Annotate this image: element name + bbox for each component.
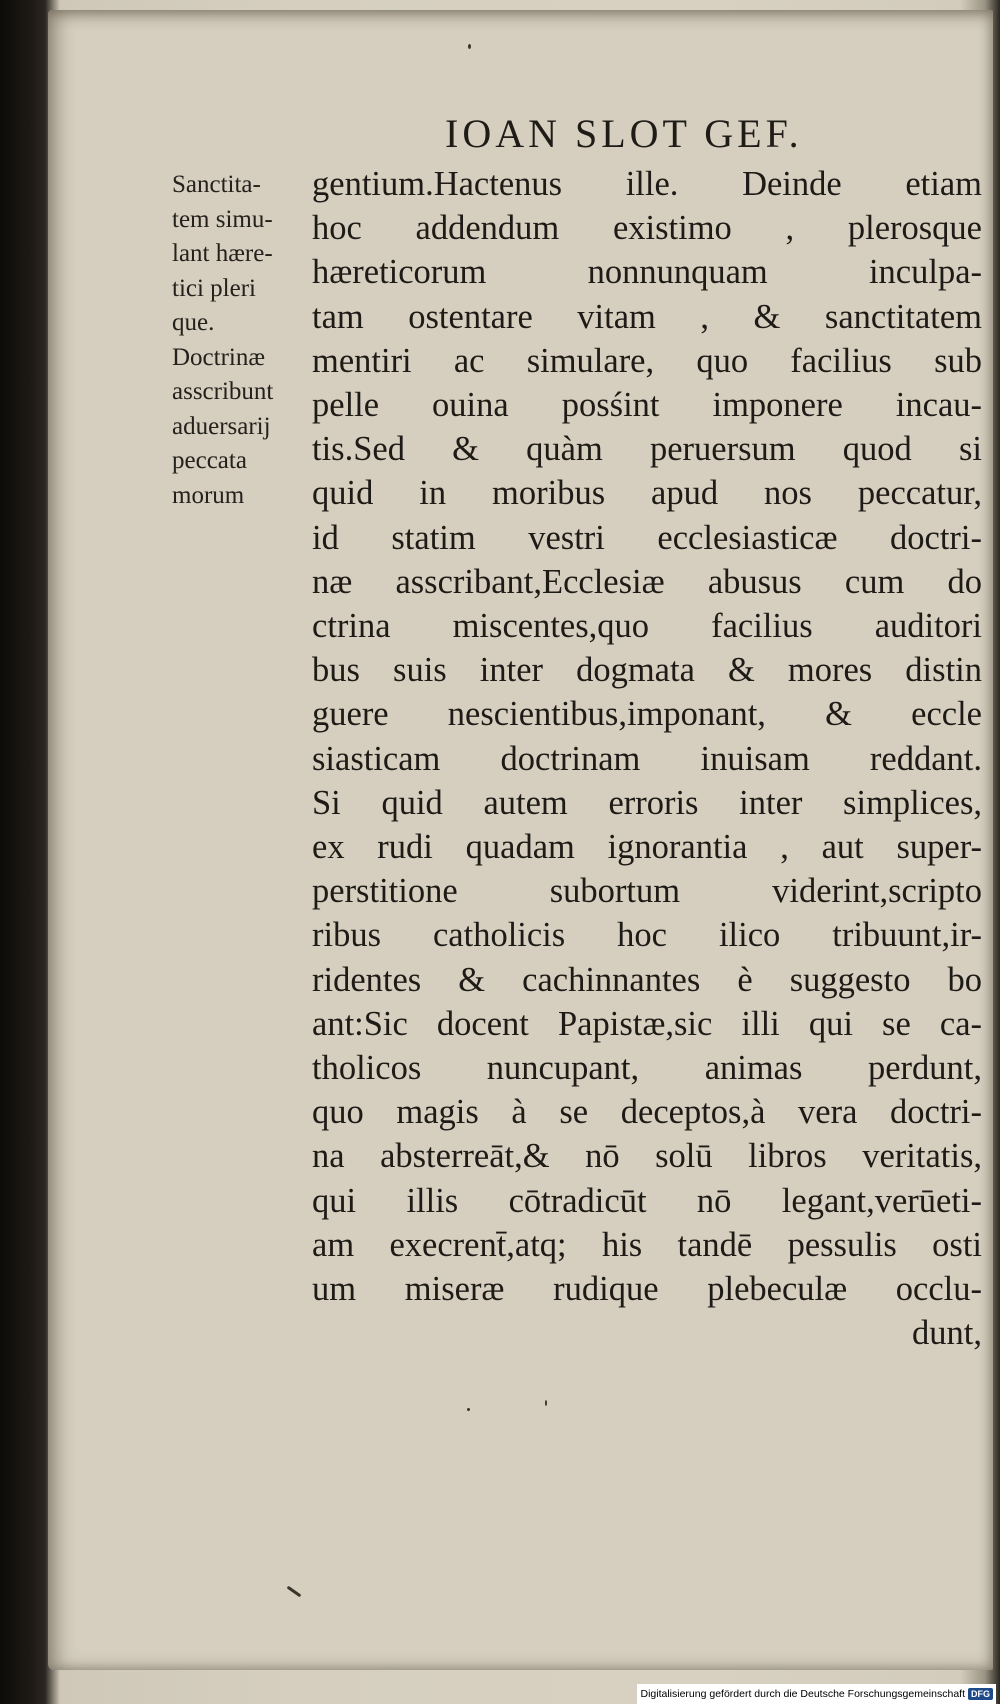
margin-note-line: peccata	[172, 447, 247, 474]
body-text	[312, 162, 982, 1355]
margin-note-line: Sanctita-	[172, 171, 261, 198]
text-line: gentium.Hactenus ille. Deinde etiam	[312, 165, 982, 203]
text-line: guere nescientibus,imponant, & eccle	[312, 695, 982, 734]
margin-note-line: lant hære-	[172, 240, 273, 267]
digitization-credit	[637, 1684, 996, 1704]
text-line: um miseræ rudique plebeculæ occlu-	[312, 1270, 982, 1309]
running-head: IOAN SLOT GEF.	[445, 111, 803, 156]
text-line: ex rudi quadam ignorantia , aut super-	[312, 828, 982, 867]
text-line: am execrent̄,atq; his tandē pessulis osti	[312, 1225, 982, 1264]
text-line: pelle ouina posśint imponere incau-	[312, 386, 982, 425]
text-line: bus suis inter dogmata & mores distin	[312, 651, 982, 690]
text-line: mentiri ac simulare, quo facilius sub	[312, 341, 982, 380]
text-line: næ asscribant,Ecclesiæ abusus cum do	[312, 562, 982, 601]
text-line: qui illis cōtradicūt nō legant,verūeti-	[312, 1181, 982, 1220]
text-line: id statim vestri ecclesiasticæ doctri-	[312, 518, 982, 557]
margin-note-line: tem simu-	[172, 205, 273, 233]
text-line: na absterreāt,& nō solū libros veritatis,	[312, 1137, 982, 1176]
margin-notes	[172, 168, 322, 513]
margin-note-line: Doctrinæ	[172, 343, 266, 371]
text-line: quo magis à se deceptos,à vera doctri-	[312, 1093, 982, 1132]
text-line: Si quid autem erroris inter simplices,	[312, 783, 982, 822]
text-line: quid in moribus apud nos peccatur,	[312, 474, 982, 513]
margin-note-line: asscribunt	[172, 378, 274, 405]
margin-note-line: aduersarij	[172, 412, 271, 440]
text-line: tis.Sed & quàm peruersum quod si	[312, 430, 982, 469]
margin-note-line: que.	[172, 309, 215, 336]
credit-text: Digitalisierung gefördert durch die Deutsche Forschungsgemeinschaft	[640, 1688, 965, 1700]
dfg-logo-icon: DFG	[968, 1688, 993, 1700]
text-line: ant:Sic docent Papistæ,sic illi qui se ca-	[312, 1004, 982, 1043]
margin-note-line: tici pleri	[172, 274, 256, 302]
catchword: dunt,	[912, 1314, 982, 1353]
margin-note-line: morum	[172, 481, 245, 509]
text-line: tholicos nuncupant, animas perdunt,	[312, 1049, 982, 1088]
text-line: siasticam doctrinam inuisam reddant.	[312, 739, 982, 778]
text-line: perstitione subortum viderint,scripto	[312, 872, 982, 911]
text-line: ridentes & cachinnantes è suggesto bo	[312, 960, 982, 999]
text-line: ribus catholicis hoc ilico tribuunt,ir-	[312, 916, 982, 955]
text-line: tam ostentare vitam , & sanctitatem	[312, 297, 982, 336]
text-line: ctrina miscentes,quo facilius auditori	[312, 607, 982, 646]
text-line: hæreticorum nonnunquam inculpa-	[312, 253, 982, 292]
text-line: hoc addendum existimo , plerosque	[312, 209, 982, 248]
